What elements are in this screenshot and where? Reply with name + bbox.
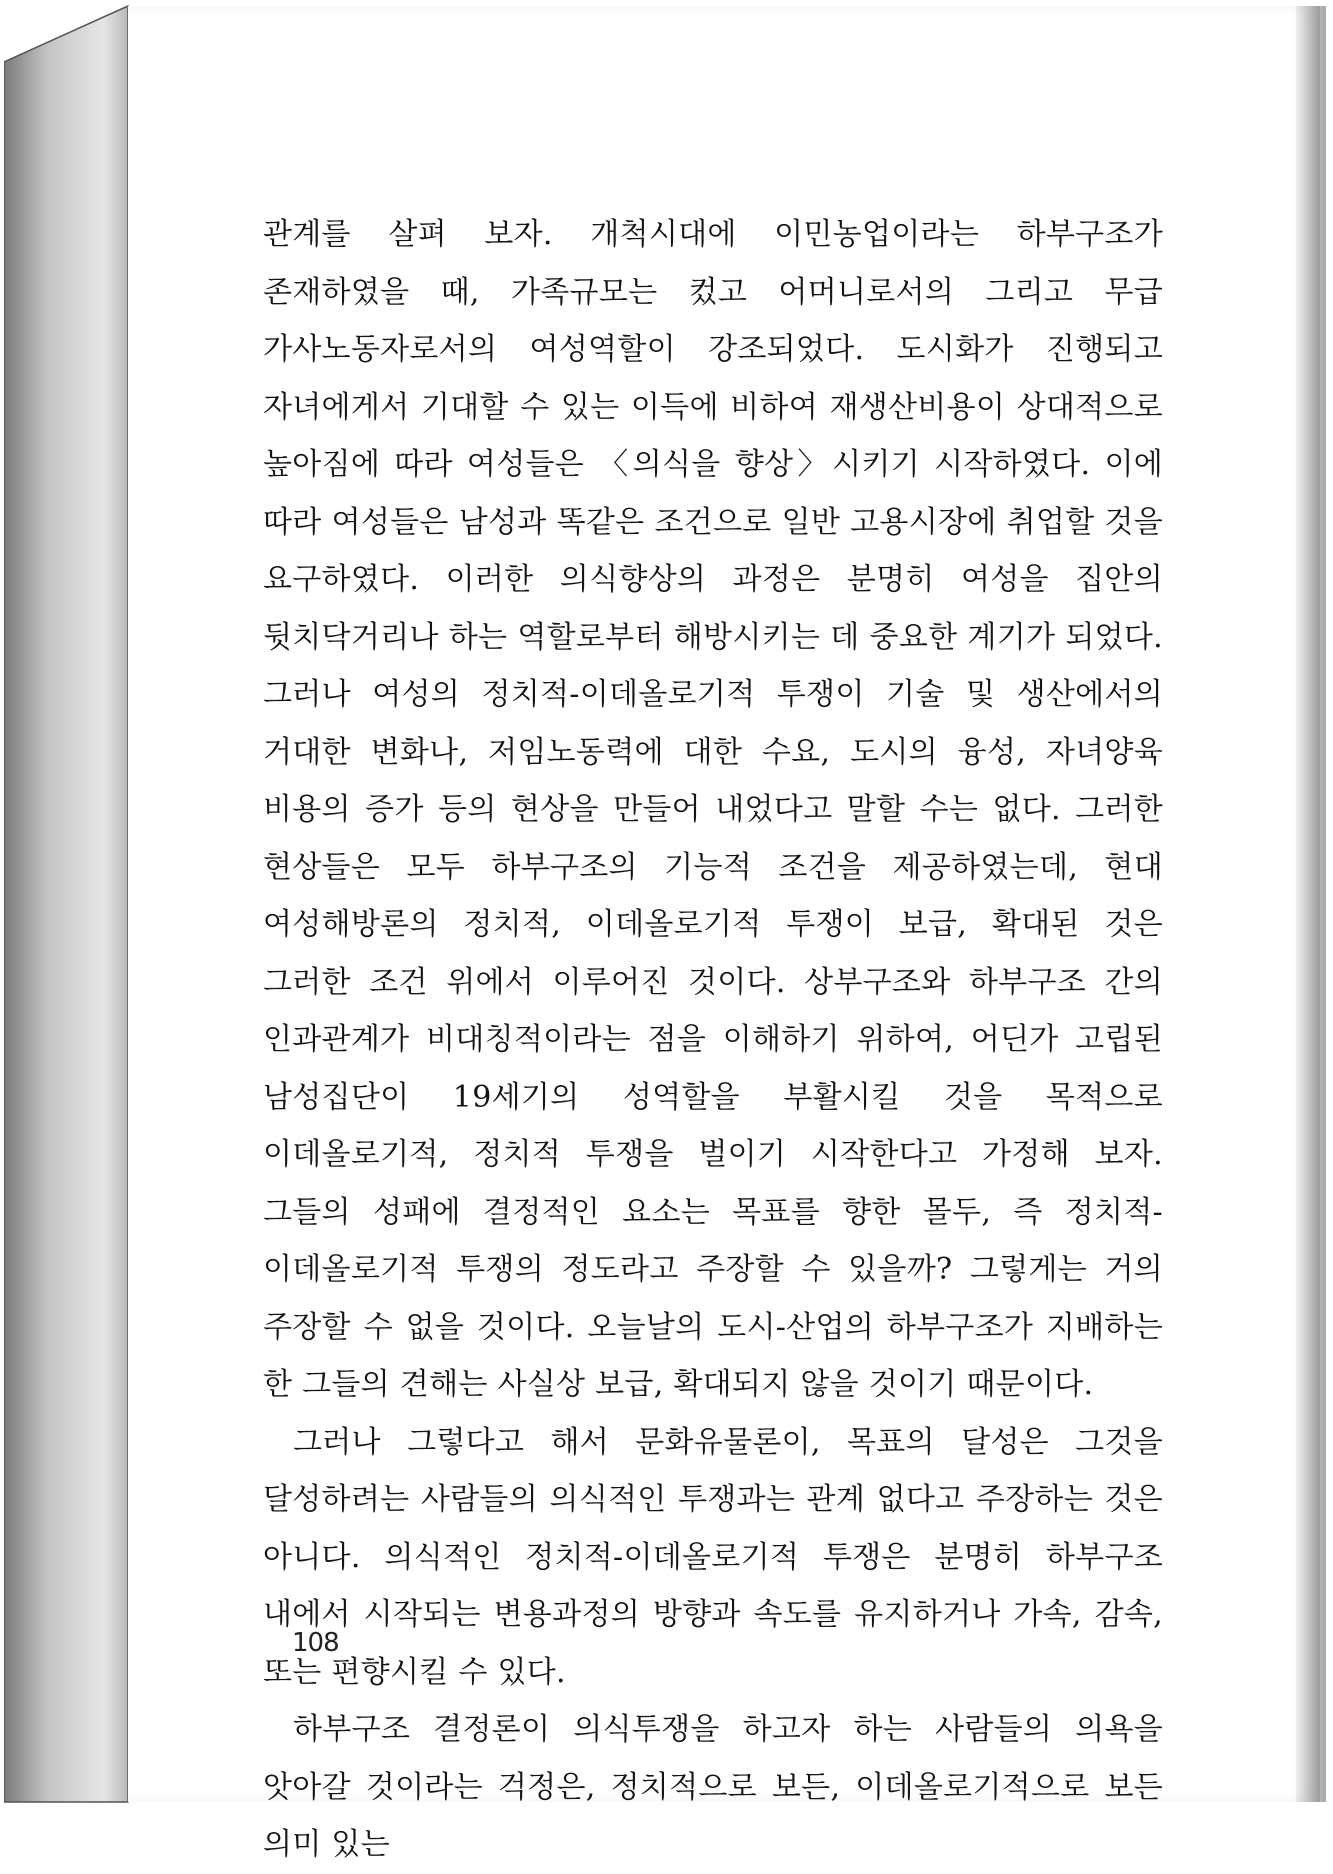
- page-number: 108: [292, 1628, 339, 1658]
- paragraph-2: 그러나 그렇다고 해서 문화유물론이, 목표의 달성은 그것을 달성하려는 사람들의 의식적인 투쟁과는 관계 없다고 주장하는 것은 아니다. 의식적인 정치적-이데올로기적 투쟁은 분명히 하부구조 내에서 시작되는 변용과정의 방향과 속도를 유지하거나 가속, 감속, 또는 편향시킬 수 있다.: [263, 1424, 1163, 1690]
- page-right-edge-shadow: [1296, 6, 1326, 1802]
- paragraph-1: 관계를 살펴 보자. 개척시대에 이민농업이라는 하부구조가 존재하였을 때, 가족규모는 컸고 어머니로서의 그리고 무급 가사노동자로서의 여성역할이 강조되었다. 도시화가 진행되고 자녀에게서 기대할 수 있는 이득에 비하여 재생산비용이 상대적으로 높아짐에 따라 여성들은 〈의식을 향상〉시키기 시작하였다. 이에 따라 여성들은 남성과 똑같은 조건으로 일반 고용시장에 취업할 것을 요구하였다. 이러한 의식향상의 과정은 분명히 여성을 집안의 뒷치닥거리나 하는 역할로부터 해방시키는 데 중요한 계기가 되었다. 그러나 여성의 정치적-이데올로기적 투쟁이 기술 및 생산에서의 거대한 변화나, 저임노동력에 대한 수요, 도시의 융성, 자녀양육 비용의 증가 등의 현상을 만들어 내었다고 말할 수는 없다. 그러한 현상들은 모두 하부구조의 기능적 조건을 제공하였는데, 현대 여성해방론의 정치적, 이데올로기적 투쟁이 보급, 확대된 것은 그러한 조건 위에서 이루어진 것이다. 상부구조와 하부구조 간의 인과관계가 비대칭적이라는 점을 이해하기 위하여, 어딘가 고립된 남성집단이 19세기의 성역할을 부활시킬 것을 목적으로 이데올로기적, 정치적 투쟁을 벌이기 시작한다고 가정해 보자. 그들의 성패에 결정적인 요소는 목표를 향한 몰두, 즉 정치적-이데올로기적 투쟁의 정도라고 주장할 수 있을까? 그렇게는 거의 주장할 수 없을 것이다. 오늘날의 도시-산업의 하부구조가 지배하는 한 그들의 견해는 사실상 보급, 확대되지 않을 것이기 때문이다.: [263, 217, 1163, 1402]
- spine-shape: [4, 0, 144, 1806]
- paragraph-3: 하부구조 결정론이 의식투쟁을 하고자 하는 사람들의 의욕을 앗아갈 것이라는 걱정은, 정치적으로 보든, 이데올로기적으로 보든 의미 있는: [263, 1712, 1163, 1862]
- body-text: [263, 206, 1163, 1874]
